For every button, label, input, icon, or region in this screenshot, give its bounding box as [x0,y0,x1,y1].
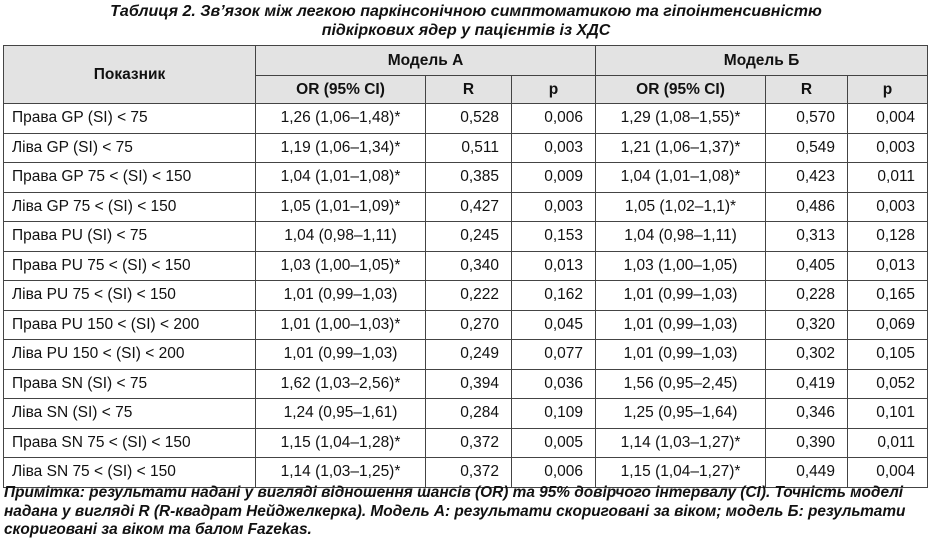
p-a-cell: 0,162 [512,281,596,311]
table-row [4,458,928,488]
p-a-cell: 0,036 [512,369,596,399]
r-a-cell: 0,528 [426,104,512,134]
table-row [4,399,928,429]
p-a-cell: 0,009 [512,163,596,193]
table-caption [0,2,932,40]
r-b-cell: 0,419 [766,369,848,399]
p-b-cell: 0,003 [848,133,928,163]
header-p-a: p [512,76,596,104]
p-a-cell: 0,003 [512,192,596,222]
table-row [4,310,928,340]
results-table [3,45,928,488]
or-a-cell: 1,19 (1,06–1,34)* [256,133,426,163]
p-a-cell: 0,006 [512,458,596,488]
header-model-a: Модель А [256,46,596,76]
p-a-cell: 0,013 [512,251,596,281]
or-a-cell: 1,05 (1,01–1,09)* [256,192,426,222]
r-b-cell: 0,570 [766,104,848,134]
p-b-cell: 0,069 [848,310,928,340]
p-a-cell: 0,003 [512,133,596,163]
r-b-cell: 0,449 [766,458,848,488]
p-b-cell: 0,003 [848,192,928,222]
table-body [4,104,928,488]
table-row [4,104,928,134]
or-a-cell: 1,01 (0,99–1,03) [256,281,426,311]
p-b-cell: 0,052 [848,369,928,399]
r-b-cell: 0,405 [766,251,848,281]
p-b-cell: 0,004 [848,104,928,134]
r-b-cell: 0,423 [766,163,848,193]
row-label: Права PU 75 < (SI) < 150 [4,251,256,281]
r-b-cell: 0,313 [766,222,848,252]
row-label: Права PU (SI) < 75 [4,222,256,252]
header-p-b: p [848,76,928,104]
or-b-cell: 1,01 (0,99–1,03) [596,340,766,370]
or-b-cell: 1,04 (1,01–1,08)* [596,163,766,193]
row-label: Права SN (SI) < 75 [4,369,256,399]
header-r-a: R [426,76,512,104]
or-b-cell: 1,03 (1,00–1,05) [596,251,766,281]
table-row [4,281,928,311]
or-a-cell: 1,26 (1,06–1,48)* [256,104,426,134]
p-b-cell: 0,004 [848,458,928,488]
or-b-cell: 1,01 (0,99–1,03) [596,310,766,340]
p-a-cell: 0,045 [512,310,596,340]
r-a-cell: 0,372 [426,458,512,488]
table-row [4,369,928,399]
or-b-cell: 1,29 (1,08–1,55)* [596,104,766,134]
r-b-cell: 0,302 [766,340,848,370]
or-b-cell: 1,04 (0,98–1,11) [596,222,766,252]
or-b-cell: 1,15 (1,04–1,27)* [596,458,766,488]
p-a-cell: 0,006 [512,104,596,134]
r-a-cell: 0,222 [426,281,512,311]
or-b-cell: 1,25 (0,95–1,64) [596,399,766,429]
or-a-cell: 1,04 (0,98–1,11) [256,222,426,252]
or-b-cell: 1,56 (0,95–2,45) [596,369,766,399]
r-b-cell: 0,346 [766,399,848,429]
p-b-cell: 0,101 [848,399,928,429]
or-a-cell: 1,03 (1,00–1,05)* [256,251,426,281]
header-indicator: Показник [4,46,256,104]
p-b-cell: 0,105 [848,340,928,370]
r-b-cell: 0,390 [766,428,848,458]
or-b-cell: 1,21 (1,06–1,37)* [596,133,766,163]
p-a-cell: 0,153 [512,222,596,252]
header-or-a: OR (95% CI) [256,76,426,104]
table-note: Примітка: результати надані у вигляді відношення шансів (OR) та 95% довірчого інтервалу (CI). Точність моделі надана у вигляді R (R-квадрат Нейджелкерка). Модель А: результати скориговані за віком; модель Б: результати скориговані за віком та балом Fazekas. [4,484,906,538]
or-a-cell: 1,01 (0,99–1,03) [256,340,426,370]
p-b-cell: 0,011 [848,428,928,458]
or-b-cell: 1,01 (0,99–1,03) [596,281,766,311]
or-a-cell: 1,01 (1,00–1,03)* [256,310,426,340]
caption-line-2: підкіркових ядер у пацієнтів із ХДС [321,22,611,39]
row-label: Ліва SN 75 < (SI) < 150 [4,458,256,488]
r-a-cell: 0,427 [426,192,512,222]
r-b-cell: 0,486 [766,192,848,222]
table-row [4,251,928,281]
or-b-cell: 1,05 (1,02–1,1)* [596,192,766,222]
r-a-cell: 0,245 [426,222,512,252]
p-b-cell: 0,011 [848,163,928,193]
r-b-cell: 0,228 [766,281,848,311]
or-b-cell: 1,14 (1,03–1,27)* [596,428,766,458]
header-model-b: Модель Б [596,46,928,76]
p-b-cell: 0,128 [848,222,928,252]
p-a-cell: 0,005 [512,428,596,458]
r-b-cell: 0,549 [766,133,848,163]
p-b-cell: 0,165 [848,281,928,311]
r-a-cell: 0,284 [426,399,512,429]
or-a-cell: 1,62 (1,03–2,56)* [256,369,426,399]
row-label: Права GP (SI) < 75 [4,104,256,134]
row-label: Права PU 150 < (SI) < 200 [4,310,256,340]
table-row [4,340,928,370]
table-row [4,133,928,163]
row-label: Ліва GP (SI) < 75 [4,133,256,163]
header-or-b: OR (95% CI) [596,76,766,104]
r-a-cell: 0,249 [426,340,512,370]
row-label: Ліва PU 75 < (SI) < 150 [4,281,256,311]
or-a-cell: 1,14 (1,03–1,25)* [256,458,426,488]
caption-line-1: Таблиця 2. Зв’язок між легкою паркінсонічною симптоматикою та гіпоінтенсивністю [110,3,822,20]
row-label: Права SN 75 < (SI) < 150 [4,428,256,458]
table-row [4,192,928,222]
p-a-cell: 0,109 [512,399,596,429]
r-a-cell: 0,270 [426,310,512,340]
r-a-cell: 0,340 [426,251,512,281]
or-a-cell: 1,24 (0,95–1,61) [256,399,426,429]
p-b-cell: 0,013 [848,251,928,281]
header-r-b: R [766,76,848,104]
row-label: Ліва PU 150 < (SI) < 200 [4,340,256,370]
r-b-cell: 0,320 [766,310,848,340]
r-a-cell: 0,385 [426,163,512,193]
r-a-cell: 0,394 [426,369,512,399]
row-label: Права GP 75 < (SI) < 150 [4,163,256,193]
row-label: Ліва GP 75 < (SI) < 150 [4,192,256,222]
r-a-cell: 0,511 [426,133,512,163]
table-row [4,163,928,193]
r-a-cell: 0,372 [426,428,512,458]
table-row [4,428,928,458]
table-row [4,222,928,252]
p-a-cell: 0,077 [512,340,596,370]
or-a-cell: 1,04 (1,01–1,08)* [256,163,426,193]
row-label: Ліва SN (SI) < 75 [4,399,256,429]
or-a-cell: 1,15 (1,04–1,28)* [256,428,426,458]
